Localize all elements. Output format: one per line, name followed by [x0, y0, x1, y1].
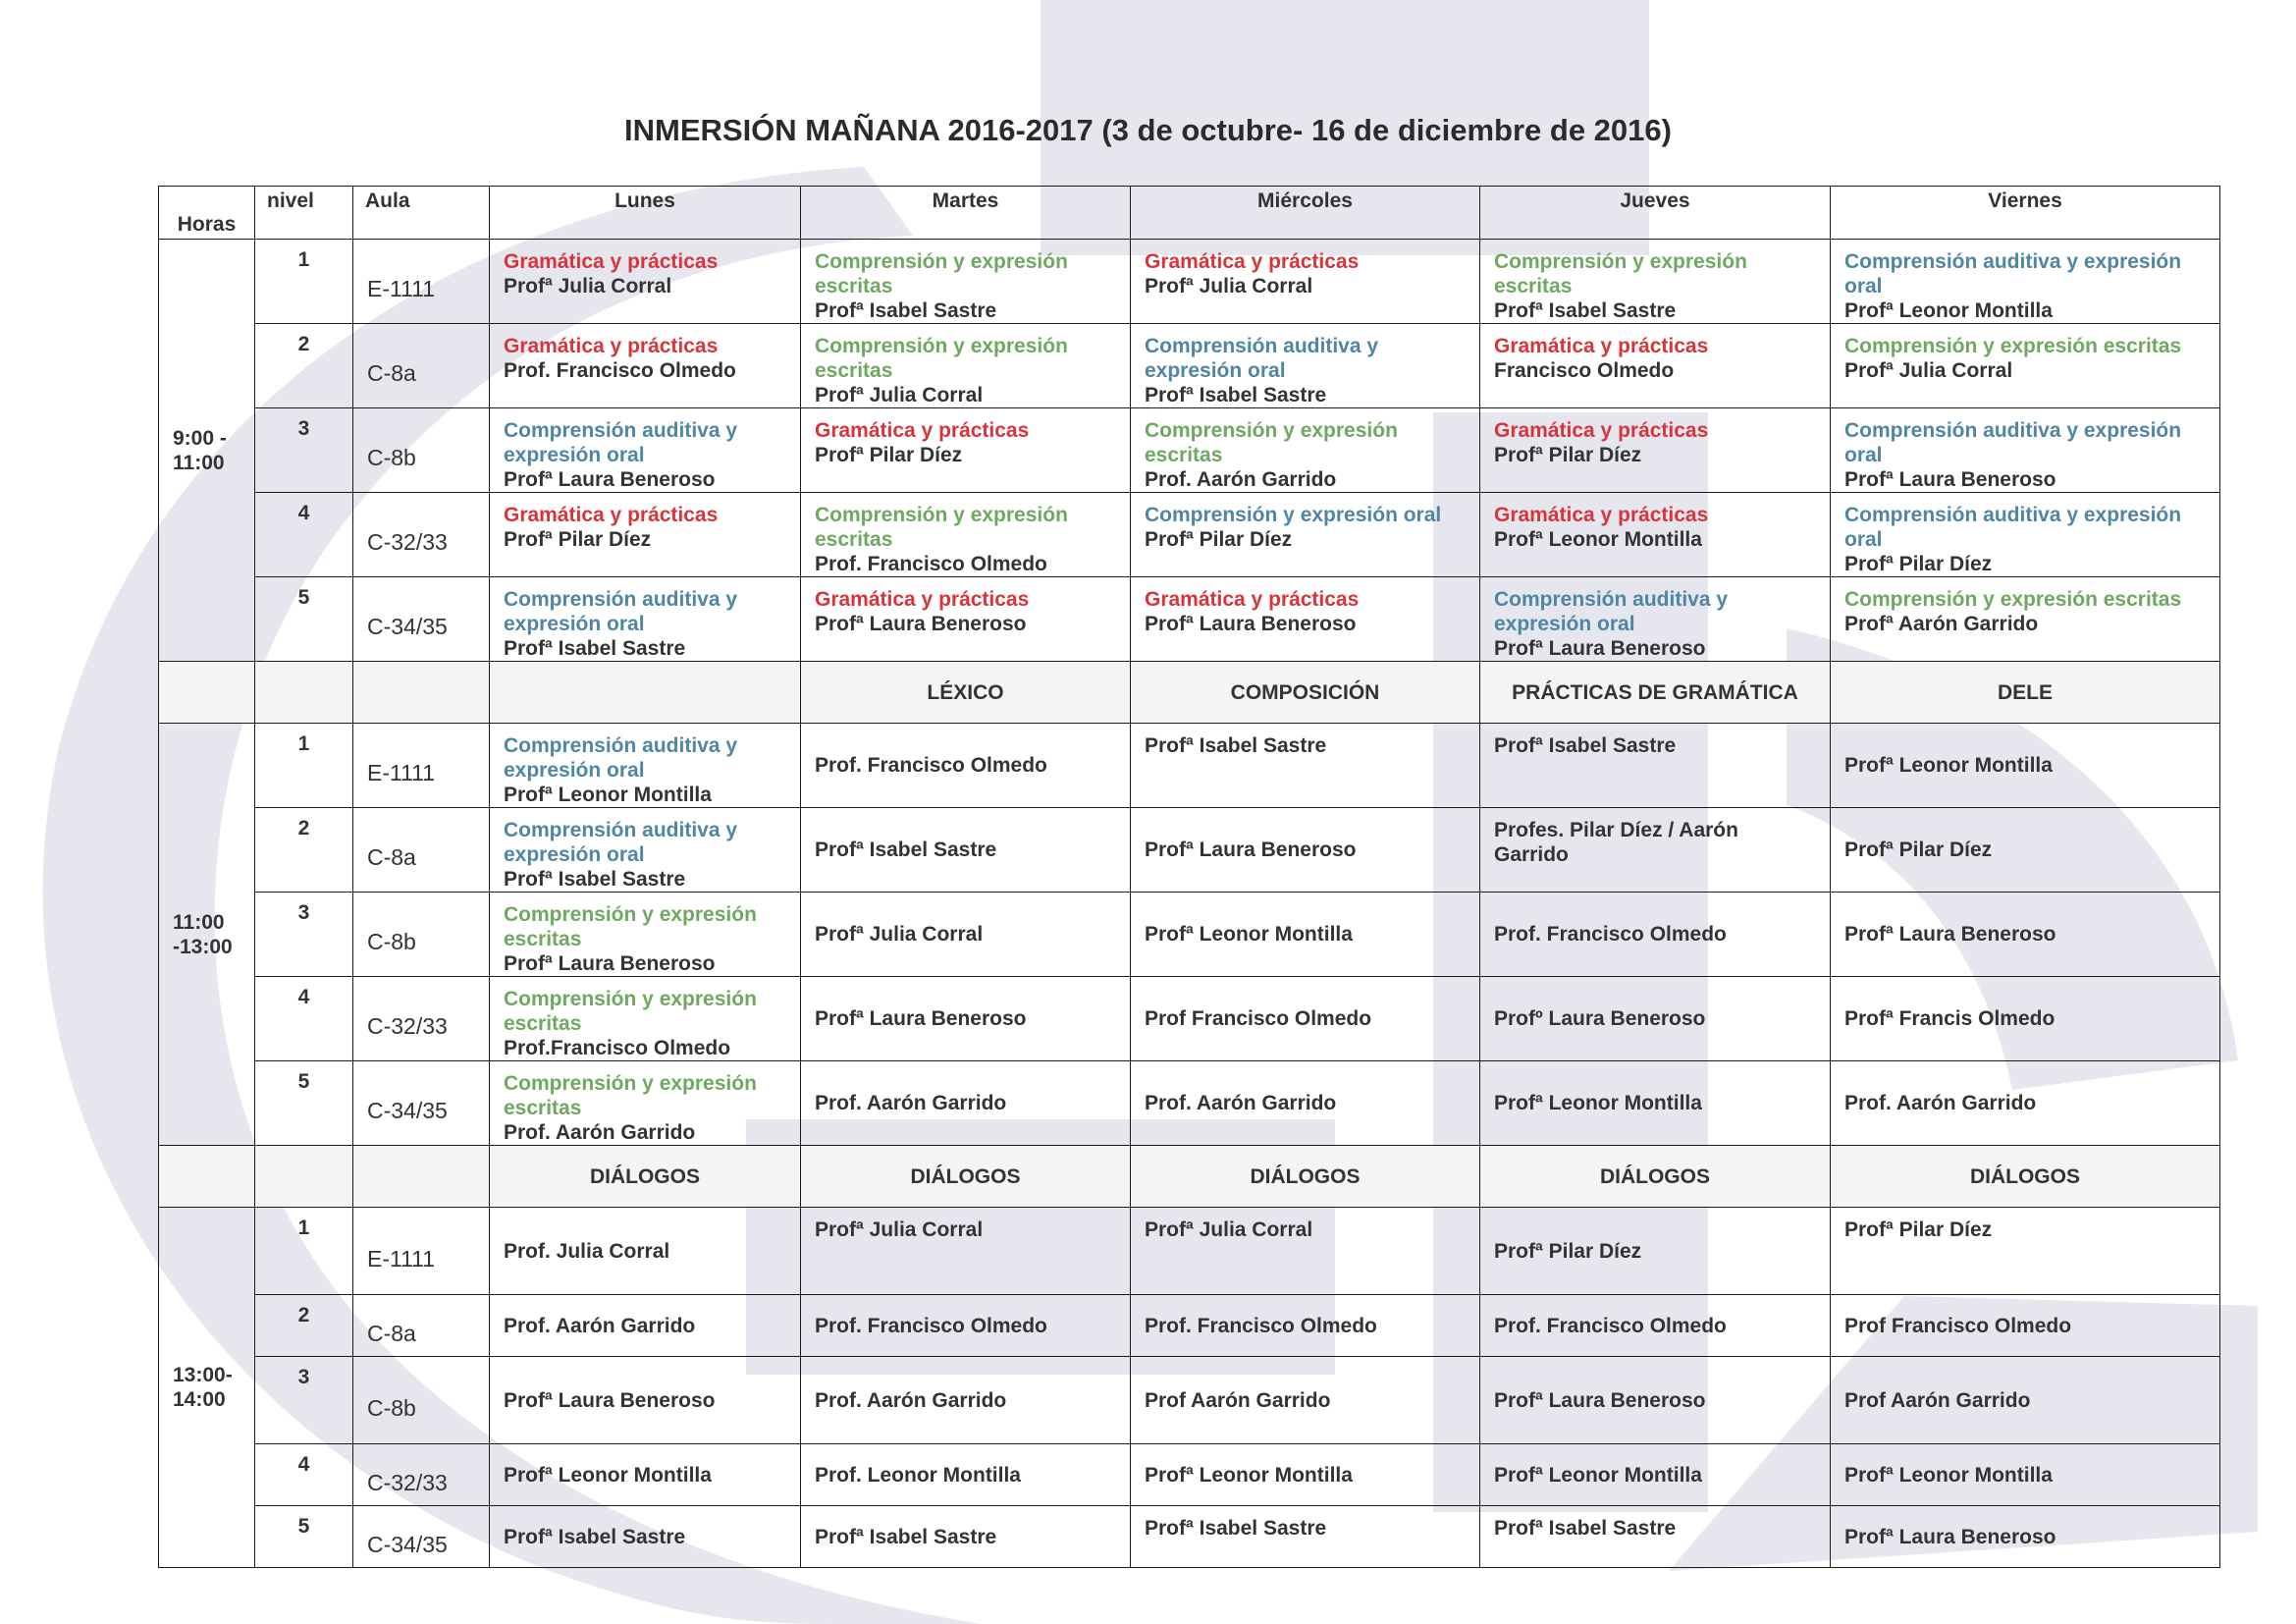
aula-cell: C-32/33: [353, 977, 490, 1061]
nivel-cell: 2: [255, 324, 353, 408]
header-martes: Martes: [801, 187, 1131, 240]
schedule-row: [159, 408, 2220, 493]
session-cell-viernes: [1831, 893, 2220, 977]
teacher-name: Profª Isabel Sastre: [1145, 1517, 1327, 1540]
subheader-row: [159, 662, 2220, 724]
schedule-table: [158, 186, 2220, 1568]
teacher-name: Prof Aarón Garrido: [1844, 1388, 2031, 1412]
session-cell-viernes: [1831, 240, 2220, 324]
teacher-name: Prof. Leonor Montilla: [815, 1463, 1021, 1487]
schedule-row: [159, 1061, 2220, 1146]
nivel-cell: 4: [255, 1444, 353, 1506]
teacher-name: Profª Laura Beneroso: [504, 1388, 716, 1412]
teacher-name: Prof. Francisco Olmedo: [504, 359, 736, 382]
nivel-cell: 2: [255, 1295, 353, 1357]
session-cell-jueves: [1480, 1444, 1831, 1506]
teacher-name: Profª Francis Olmedo: [1844, 1007, 2056, 1030]
nivel-cell: 5: [255, 1506, 353, 1568]
schedule-row: [159, 893, 2220, 977]
session-cell-martes: [801, 1295, 1131, 1357]
session-cell-viernes: [1831, 1506, 2220, 1568]
teacher-name: Profª Laura Beneroso: [504, 468, 716, 491]
teacher-name: Profª Pilar Díez: [504, 528, 652, 551]
session-cell-viernes: [1831, 724, 2220, 808]
course-name: Comprensión y expresión: [815, 250, 1068, 273]
subheader-viernes: DELE: [1831, 662, 2220, 724]
teacher-name: Prof. Francisco Olmedo: [1494, 923, 1727, 946]
session-cell-lunes: [490, 977, 801, 1061]
schedule-body: [159, 240, 2220, 1568]
teacher-name: Profª Julia Corral: [815, 1218, 984, 1241]
session-cell-jueves: [1480, 324, 1831, 408]
session-cell-jueves: [1480, 1208, 1831, 1295]
subheader-martes: LÉXICO: [801, 662, 1131, 724]
teacher-name: Profª Pilar Díez: [1494, 1239, 1642, 1263]
aula-cell: C-8a: [353, 324, 490, 408]
course-name: escritas: [504, 1097, 582, 1119]
session-cell-martes: [801, 724, 1131, 808]
session-cell-lunes: [490, 808, 801, 893]
course-name: Comprensión y expresión escritas: [1844, 588, 2182, 611]
course-name: Gramática y prácticas: [504, 504, 719, 526]
teacher-name: Profª Leonor Montilla: [1145, 923, 1353, 946]
teacher-name: Francisco Olmedo: [1494, 359, 1675, 382]
aula-cell: C-8a: [353, 1295, 490, 1357]
teacher-name: Profª Pilar Díez: [1145, 528, 1293, 551]
session-cell-miercoles: [1131, 408, 1480, 493]
course-name: Comprensión auditiva y expresión: [1844, 250, 2182, 273]
nivel-cell: 4: [255, 977, 353, 1061]
session-cell-miercoles: [1131, 1061, 1480, 1146]
session-cell-lunes: [490, 493, 801, 577]
hour-label: 9:00 -: [173, 426, 227, 450]
nivel-cell: 1: [255, 240, 353, 324]
teacher-name: Profª Leonor Montilla: [1494, 528, 1702, 551]
session-cell-jueves: [1480, 1357, 1831, 1444]
teacher-name: Prof. Aarón Garrido: [504, 1121, 696, 1144]
session-cell-viernes: [1831, 324, 2220, 408]
session-cell-lunes: [490, 577, 801, 662]
subheader-empty: [255, 1146, 353, 1208]
session-cell-martes: [801, 808, 1131, 893]
session-cell-martes: [801, 324, 1131, 408]
teacher-name: Prof Francisco Olmedo: [1844, 1314, 2072, 1337]
teacher-name: Profª Laura Beneroso: [1494, 1388, 1706, 1412]
session-cell-miercoles: [1131, 1357, 1480, 1444]
aula-cell: E-1111: [353, 724, 490, 808]
nivel-cell: 4: [255, 493, 353, 577]
course-name: Comprensión auditiva y: [504, 419, 738, 442]
session-cell-lunes: [490, 1295, 801, 1357]
subheader-martes: DIÁLOGOS: [801, 1146, 1131, 1208]
schedule-row: [159, 977, 2220, 1061]
teacher-name: Profª Isabel Sastre: [504, 868, 686, 891]
course-name: expresión oral: [504, 843, 645, 866]
session-cell-miercoles: [1131, 240, 1480, 324]
teacher-name: Profª Leonor Montilla: [504, 784, 712, 806]
session-cell-jueves: [1480, 1061, 1831, 1146]
session-cell-martes: [801, 1506, 1131, 1568]
schedule-row: [159, 324, 2220, 408]
teacher-name: Prof. Aarón Garrido: [1844, 1092, 2037, 1114]
session-cell-martes: [801, 1444, 1131, 1506]
session-cell-martes: [801, 240, 1131, 324]
teacher-name: Prof. Francisco Olmedo: [815, 754, 1047, 777]
teacher-name: Profª Julia Corral: [815, 923, 984, 946]
teacher-name: Profª Laura Beneroso: [1844, 468, 2056, 491]
hour-cell: [159, 724, 255, 1146]
subheader-lunes: DIÁLOGOS: [490, 1146, 801, 1208]
course-name: Gramática y prácticas: [1494, 335, 1709, 357]
teacher-name: Prof. Aarón Garrido: [1145, 468, 1337, 491]
course-name: escritas: [815, 275, 893, 298]
teacher-name: Profª Aarón Garrido: [1844, 613, 2039, 635]
course-name: Comprensión auditiva y: [504, 734, 738, 757]
course-name: Comprensión auditiva y expresión: [1844, 504, 2182, 526]
hour-cell: [159, 240, 255, 662]
course-name: oral: [1844, 275, 1883, 298]
teacher-name: Profª Julia Corral: [1145, 275, 1313, 298]
session-cell-viernes: [1831, 493, 2220, 577]
schedule-row: [159, 1506, 2220, 1568]
session-cell-miercoles: [1131, 1444, 1480, 1506]
teacher-name: Profª Isabel Sastre: [815, 1525, 997, 1548]
subheader-empty: [353, 662, 490, 724]
teacher-name: Profª Laura Beneroso: [1844, 923, 2056, 946]
course-name: escritas: [1145, 444, 1223, 466]
teacher-name: Profª Leonor Montilla: [1145, 1463, 1353, 1487]
session-cell-viernes: [1831, 1357, 2220, 1444]
teacher-name: Prof. Aarón Garrido: [815, 1388, 1007, 1412]
course-name: oral: [1844, 528, 1883, 551]
teacher-name: Prof Aarón Garrido: [1145, 1388, 1331, 1412]
nivel-cell: 1: [255, 1208, 353, 1295]
teacher-name: Profª Leonor Montilla: [1494, 1463, 1702, 1487]
course-name: escritas: [504, 1012, 582, 1035]
course-name: Gramática y prácticas: [815, 419, 1030, 442]
teacher-name: Profª Laura Beneroso: [1494, 637, 1706, 660]
teacher-name: Profª Laura Beneroso: [1145, 839, 1357, 861]
course-name: expresión oral: [504, 444, 645, 466]
teacher-name: Profª Julia Corral: [815, 384, 984, 406]
session-cell-viernes: [1831, 1444, 2220, 1506]
course-name: Gramática y prácticas: [1494, 504, 1709, 526]
session-cell-viernes: [1831, 577, 2220, 662]
course-name: Comprensión y expresión: [815, 335, 1068, 357]
schedule-row: [159, 808, 2220, 893]
teacher-name: Garrido: [1494, 843, 1569, 866]
header-nivel: nivel: [255, 187, 353, 240]
course-name: Gramática y prácticas: [1145, 250, 1360, 273]
teacher-name: Profª Isabel Sastre: [504, 1525, 686, 1548]
nivel-cell: 1: [255, 724, 353, 808]
teacher-name: Profª Isabel Sastre: [504, 637, 686, 660]
session-cell-jueves: [1480, 977, 1831, 1061]
subheader-empty: [159, 1146, 255, 1208]
session-cell-lunes: [490, 1208, 801, 1295]
teacher-name: Profª Leonor Montilla: [504, 1463, 712, 1487]
schedule-row: [159, 724, 2220, 808]
course-name: Comprensión y expresión: [815, 504, 1068, 526]
session-cell-miercoles: [1131, 493, 1480, 577]
course-name: Comprensión y expresión oral: [1145, 504, 1442, 526]
nivel-cell: 3: [255, 1357, 353, 1444]
nivel-cell: 5: [255, 1061, 353, 1146]
course-name: Comprensión auditiva y: [1494, 588, 1729, 611]
schedule-row: [159, 1444, 2220, 1506]
course-name: Comprensión y expresión: [504, 988, 757, 1010]
header-lunes: Lunes: [490, 187, 801, 240]
hour-label: 14:00: [173, 1388, 226, 1411]
session-cell-miercoles: [1131, 977, 1480, 1061]
hour-label: 11:00: [173, 910, 225, 934]
subheader-empty: [255, 662, 353, 724]
aula-cell: E-1111: [353, 1208, 490, 1295]
teacher-name: Prof. Aarón Garrido: [815, 1092, 1007, 1114]
teacher-name: Profª Laura Beneroso: [815, 1007, 1027, 1030]
subheader-viernes: DIÁLOGOS: [1831, 1146, 2220, 1208]
nivel-cell: 2: [255, 808, 353, 893]
course-name: Comprensión auditiva y: [1145, 335, 1379, 357]
course-name: Gramática y prácticas: [504, 335, 719, 357]
aula-cell: C-8a: [353, 808, 490, 893]
subheader-empty: [353, 1146, 490, 1208]
course-name: Comprensión y expresión: [1145, 419, 1398, 442]
hour-label: 13:00-: [173, 1364, 233, 1386]
teacher-name: Prof. Francisco Olmedo: [1494, 1314, 1727, 1337]
course-name: escritas: [815, 359, 893, 382]
teacher-name: Profº Laura Beneroso: [1494, 1007, 1706, 1030]
teacher-name: Prof Francisco Olmedo: [1145, 1007, 1372, 1030]
aula-cell: C-8b: [353, 408, 490, 493]
course-name: escritas: [815, 528, 893, 551]
course-name: expresión oral: [1145, 359, 1286, 382]
aula-cell: C-34/35: [353, 1506, 490, 1568]
teacher-name: Profª Isabel Sastre: [1145, 734, 1327, 757]
aula-cell: C-8b: [353, 1357, 490, 1444]
teacher-name: Prof. Francisco Olmedo: [815, 553, 1047, 575]
session-cell-martes: [801, 408, 1131, 493]
teacher-name: Profª Pilar Díez: [1844, 839, 1993, 861]
nivel-cell: 5: [255, 577, 353, 662]
teacher-name: Profª Isabel Sastre: [1494, 1517, 1677, 1540]
page-title: INMERSIÓN MAÑANA 2016-2017 (3 de octubre- 16 de diciembre de 2016): [624, 113, 1672, 147]
teacher-name: Profª Pilar Díez: [815, 444, 963, 466]
aula-cell: C-32/33: [353, 1444, 490, 1506]
session-cell-jueves: [1480, 493, 1831, 577]
subheader-row: [159, 1146, 2220, 1208]
aula-cell: C-34/35: [353, 577, 490, 662]
teacher-name: Profª Julia Corral: [504, 275, 672, 298]
session-cell-viernes: [1831, 1061, 2220, 1146]
session-cell-lunes: [490, 240, 801, 324]
course-name: Gramática y prácticas: [1145, 588, 1360, 611]
schedule-row: [159, 577, 2220, 662]
teacher-name: Profª Pilar Díez: [1844, 1218, 1993, 1241]
teacher-name: Profª Laura Beneroso: [815, 613, 1027, 635]
teacher-name: Profª Isabel Sastre: [815, 839, 997, 861]
session-cell-lunes: [490, 408, 801, 493]
session-cell-viernes: [1831, 977, 2220, 1061]
hour-label: -13:00: [173, 935, 233, 958]
header-jueves: Jueves: [1480, 187, 1831, 240]
teacher-name: Prof. Francisco Olmedo: [815, 1314, 1047, 1337]
subheader-miercoles: DIÁLOGOS: [1131, 1146, 1480, 1208]
course-name: escritas: [504, 928, 582, 950]
session-cell-miercoles: [1131, 324, 1480, 408]
teacher-name: Prof.Francisco Olmedo: [504, 1037, 731, 1059]
teacher-name: Profª Isabel Sastre: [1145, 384, 1327, 406]
course-name: Comprensión y expresión escritas: [1844, 335, 2182, 357]
teacher-name: Profª Leonor Montilla: [1494, 1092, 1702, 1114]
session-cell-lunes: [490, 1357, 801, 1444]
teacher-name: Profª Isabel Sastre: [1494, 734, 1677, 757]
teacher-name: Prof. Aarón Garrido: [1145, 1092, 1337, 1114]
course-name: Comprensión y expresión: [504, 903, 757, 926]
teacher-name: Profª Julia Corral: [1145, 1218, 1313, 1241]
session-cell-martes: [801, 577, 1131, 662]
subheader-lunes: [490, 662, 801, 724]
course-name: Gramática y prácticas: [1494, 419, 1709, 442]
course-name: Comprensión auditiva y: [504, 819, 738, 841]
session-cell-lunes: [490, 893, 801, 977]
session-cell-viernes: [1831, 1208, 2220, 1295]
teacher-name: Profª Laura Beneroso: [1145, 613, 1357, 635]
session-cell-jueves: [1480, 240, 1831, 324]
teacher-name: Prof. Aarón Garrido: [504, 1314, 696, 1337]
session-cell-jueves: [1480, 808, 1831, 893]
aula-cell: C-32/33: [353, 493, 490, 577]
session-cell-lunes: [490, 1444, 801, 1506]
header-viernes: Viernes: [1831, 187, 2220, 240]
session-cell-miercoles: [1131, 577, 1480, 662]
session-cell-jueves: [1480, 724, 1831, 808]
subheader-miercoles: COMPOSICIÓN: [1131, 662, 1480, 724]
course-name: expresión oral: [1494, 613, 1635, 635]
session-cell-miercoles: [1131, 1506, 1480, 1568]
session-cell-jueves: [1480, 1506, 1831, 1568]
hour-cell: [159, 1208, 255, 1568]
course-name: Gramática y prácticas: [815, 588, 1030, 611]
session-cell-jueves: [1480, 408, 1831, 493]
teacher-name: Profª Laura Beneroso: [504, 952, 716, 975]
session-cell-miercoles: [1131, 724, 1480, 808]
teacher-name: Profª Leonor Montilla: [1844, 754, 2053, 777]
session-cell-miercoles: [1131, 1295, 1480, 1357]
teacher-name: Profª Leonor Montilla: [1844, 1463, 2053, 1487]
teacher-name: Profª Pilar Díez: [1844, 553, 1993, 575]
session-cell-lunes: [490, 324, 801, 408]
course-name: Gramática y prácticas: [504, 250, 719, 273]
session-cell-viernes: [1831, 1295, 2220, 1357]
course-name: Comprensión auditiva y: [504, 588, 738, 611]
schedule-row: [159, 493, 2220, 577]
teacher-name: Profª Leonor Montilla: [1844, 299, 2053, 322]
header-row: [159, 187, 2220, 240]
session-cell-jueves: [1480, 1295, 1831, 1357]
header-miercoles: Miércoles: [1131, 187, 1480, 240]
aula-cell: C-34/35: [353, 1061, 490, 1146]
session-cell-lunes: [490, 724, 801, 808]
aula-cell: C-8b: [353, 893, 490, 977]
session-cell-miercoles: [1131, 893, 1480, 977]
schedule-row: [159, 1357, 2220, 1444]
course-name: Comprensión y expresión: [504, 1072, 757, 1095]
schedule-row: [159, 1295, 2220, 1357]
nivel-cell: 3: [255, 408, 353, 493]
subheader-jueves: DIÁLOGOS: [1480, 1146, 1831, 1208]
course-name: Comprensión auditiva y expresión: [1844, 419, 2182, 442]
header-horas: Horas: [159, 187, 255, 240]
session-cell-viernes: [1831, 408, 2220, 493]
session-cell-martes: [801, 1208, 1131, 1295]
subheader-jueves: PRÁCTICAS DE GRAMÁTICA: [1480, 662, 1831, 724]
teacher-name: Profª Isabel Sastre: [815, 299, 997, 322]
nivel-cell: 3: [255, 893, 353, 977]
session-cell-martes: [801, 977, 1131, 1061]
course-name: oral: [1844, 444, 1883, 466]
teacher-name: Profª Laura Beneroso: [1844, 1525, 2056, 1548]
session-cell-viernes: [1831, 808, 2220, 893]
course-name: Comprensión y expresión: [1494, 250, 1747, 273]
session-cell-miercoles: [1131, 1208, 1480, 1295]
teacher-name: Profes. Pilar Díez / Aarón: [1494, 819, 1738, 841]
session-cell-miercoles: [1131, 808, 1480, 893]
teacher-name: Prof. Francisco Olmedo: [1145, 1314, 1377, 1337]
aula-cell: E-1111: [353, 240, 490, 324]
schedule-row: [159, 240, 2220, 324]
session-cell-jueves: [1480, 577, 1831, 662]
course-name: escritas: [1494, 275, 1573, 298]
course-name: expresión oral: [504, 759, 645, 782]
teacher-name: Profª Pilar Díez: [1494, 444, 1642, 466]
subheader-empty: [159, 662, 255, 724]
header-aula: Aula: [353, 187, 490, 240]
schedule-row: [159, 1208, 2220, 1295]
course-name: expresión oral: [504, 613, 645, 635]
hour-label: 11:00: [173, 451, 225, 474]
session-cell-lunes: [490, 1506, 801, 1568]
session-cell-jueves: [1480, 893, 1831, 977]
session-cell-martes: [801, 493, 1131, 577]
teacher-name: Profª Julia Corral: [1844, 359, 2013, 382]
session-cell-martes: [801, 1357, 1131, 1444]
teacher-name: Profª Isabel Sastre: [1494, 299, 1677, 322]
session-cell-lunes: [490, 1061, 801, 1146]
session-cell-martes: [801, 1061, 1131, 1146]
session-cell-martes: [801, 893, 1131, 977]
teacher-name: Prof. Julia Corral: [504, 1239, 670, 1263]
